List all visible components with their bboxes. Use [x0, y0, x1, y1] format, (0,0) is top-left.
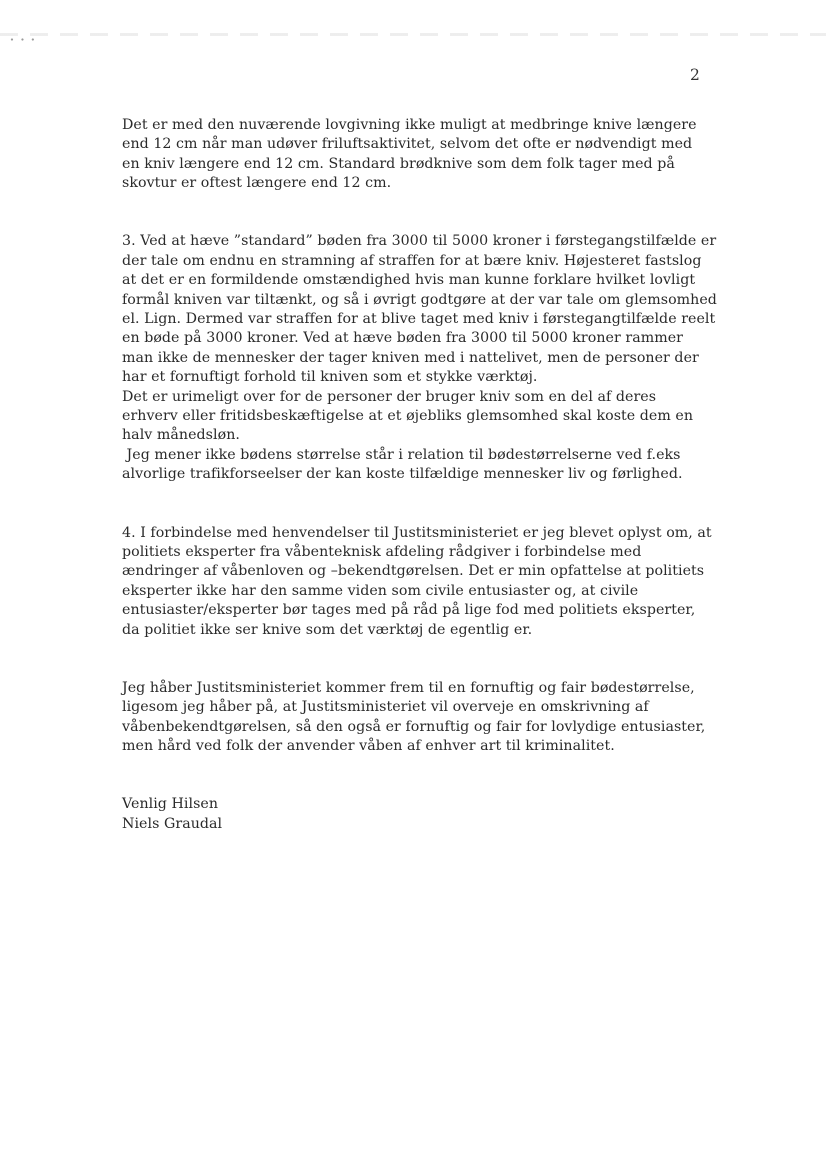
paragraph-gap [122, 485, 712, 524]
text-line: våbenbekendtgørelsen, så den også er fornuftig og fair for lovlydige entusiaster, [122, 718, 706, 735]
text-line: 3. Ved at hæve ”standard” bøden fra 3000 til 5000 kroner i førstegangstilfælde er [122, 233, 717, 250]
text-line: entusiaster/eksperter bør tages med på råd på lige fod med politiets eksperter, [122, 602, 696, 619]
letter-body [122, 116, 717, 834]
text-line: men hård ved folk der anvender våben af enhver art til kriminalitet. [122, 737, 615, 754]
text-line: der tale om endnu en stramning af straffen for at bære kniv. Højesteret fastslog [122, 252, 702, 269]
text-line: at det er en formildende omstændighed hvis man kunne forklare hvilket lovligt [122, 272, 696, 289]
paragraph-gap [122, 756, 712, 795]
paragraph-point-4 [122, 524, 712, 640]
text-line: man ikke de mennesker der tager kniven med i nattelivet, men de personer der [122, 349, 699, 366]
signature-block [122, 795, 712, 834]
text-line: skovtur er oftest længere end 12 cm. [122, 175, 392, 192]
text-line: en kniv længere end 12 cm. Standard brødknive som dem folk tager med på [122, 155, 675, 172]
paragraph-gap [122, 640, 712, 679]
text-line: en bøde på 3000 kroner. Ved at hæve bøden fra 3000 til 5000 kroner rammer [122, 330, 683, 347]
text-line: Det er med den nuværende lovgivning ikke muligt at medbringe knive længere [122, 117, 697, 133]
text-line: alvorlige trafikforseelser der kan koste tilfældige mennesker liv og førlighed. [122, 466, 683, 483]
scan-mark-artifact: ∙ ∙ ∙ [10, 35, 37, 44]
text-line: Jeg håber Justitsministeriet kommer frem til en fornuftig og fair bødestørrelse, [122, 679, 695, 696]
text-line: end 12 cm når man udøver friluftsaktivitet, selvom det ofte er nødvendigt med [122, 136, 693, 153]
text-line: Jeg mener ikke bødens størrelse står i relation til bødestørrelserne ved f.eks [122, 446, 681, 463]
paragraph-point-3 [122, 232, 717, 484]
text-line: formål kniven var tiltænkt, og så i øvrigt godtgøre at der var tale om glemsomhed [122, 291, 717, 308]
scan-edge-artifact [0, 33, 826, 36]
text-line: el. Lign. Dermed var straffen for at blive taget med kniv i førstegangtilfælde reelt [122, 311, 716, 328]
text-line: Det er urimeligt over for de personer der bruger kniv som en del af deres [122, 388, 657, 405]
signer-name: Niels Graudal [122, 815, 223, 832]
paragraph-knife-length [122, 116, 712, 194]
closing-salutation: Venlig Hilsen [122, 796, 219, 813]
text-line: ændringer af våbenloven og –bekendtgørelsen. Det er min opfattelse at politiets [122, 563, 705, 580]
text-line: politiets eksperter fra våbenteknisk afdeling rådgiver i forbindelse med [122, 543, 642, 560]
page-number: 2 [690, 66, 700, 84]
text-line: eksperter ikke har den samme viden som civile entusiaster og, at civile [122, 582, 639, 599]
text-line: 4. I forbindelse med henvendelser til Justitsministeriet er jeg blevet oplyst om, at [122, 524, 712, 541]
text-line: erhverv eller fritidsbeskæftigelse at et øjebliks glemsomhed skal koste dem en [122, 408, 694, 425]
paragraph-closing-hope [122, 679, 712, 757]
text-line: har et fornuftigt forhold til kniven som et stykke værktøj. [122, 369, 538, 386]
text-line: halv månedsløn. [122, 427, 240, 444]
text-line: da politiet ikke ser knive som det værktøj de egentlig er. [122, 621, 533, 638]
text-line: ligesom jeg håber på, at Justitsministeriet vil overveje en omskrivning af [122, 699, 649, 716]
paragraph-gap [122, 194, 712, 233]
